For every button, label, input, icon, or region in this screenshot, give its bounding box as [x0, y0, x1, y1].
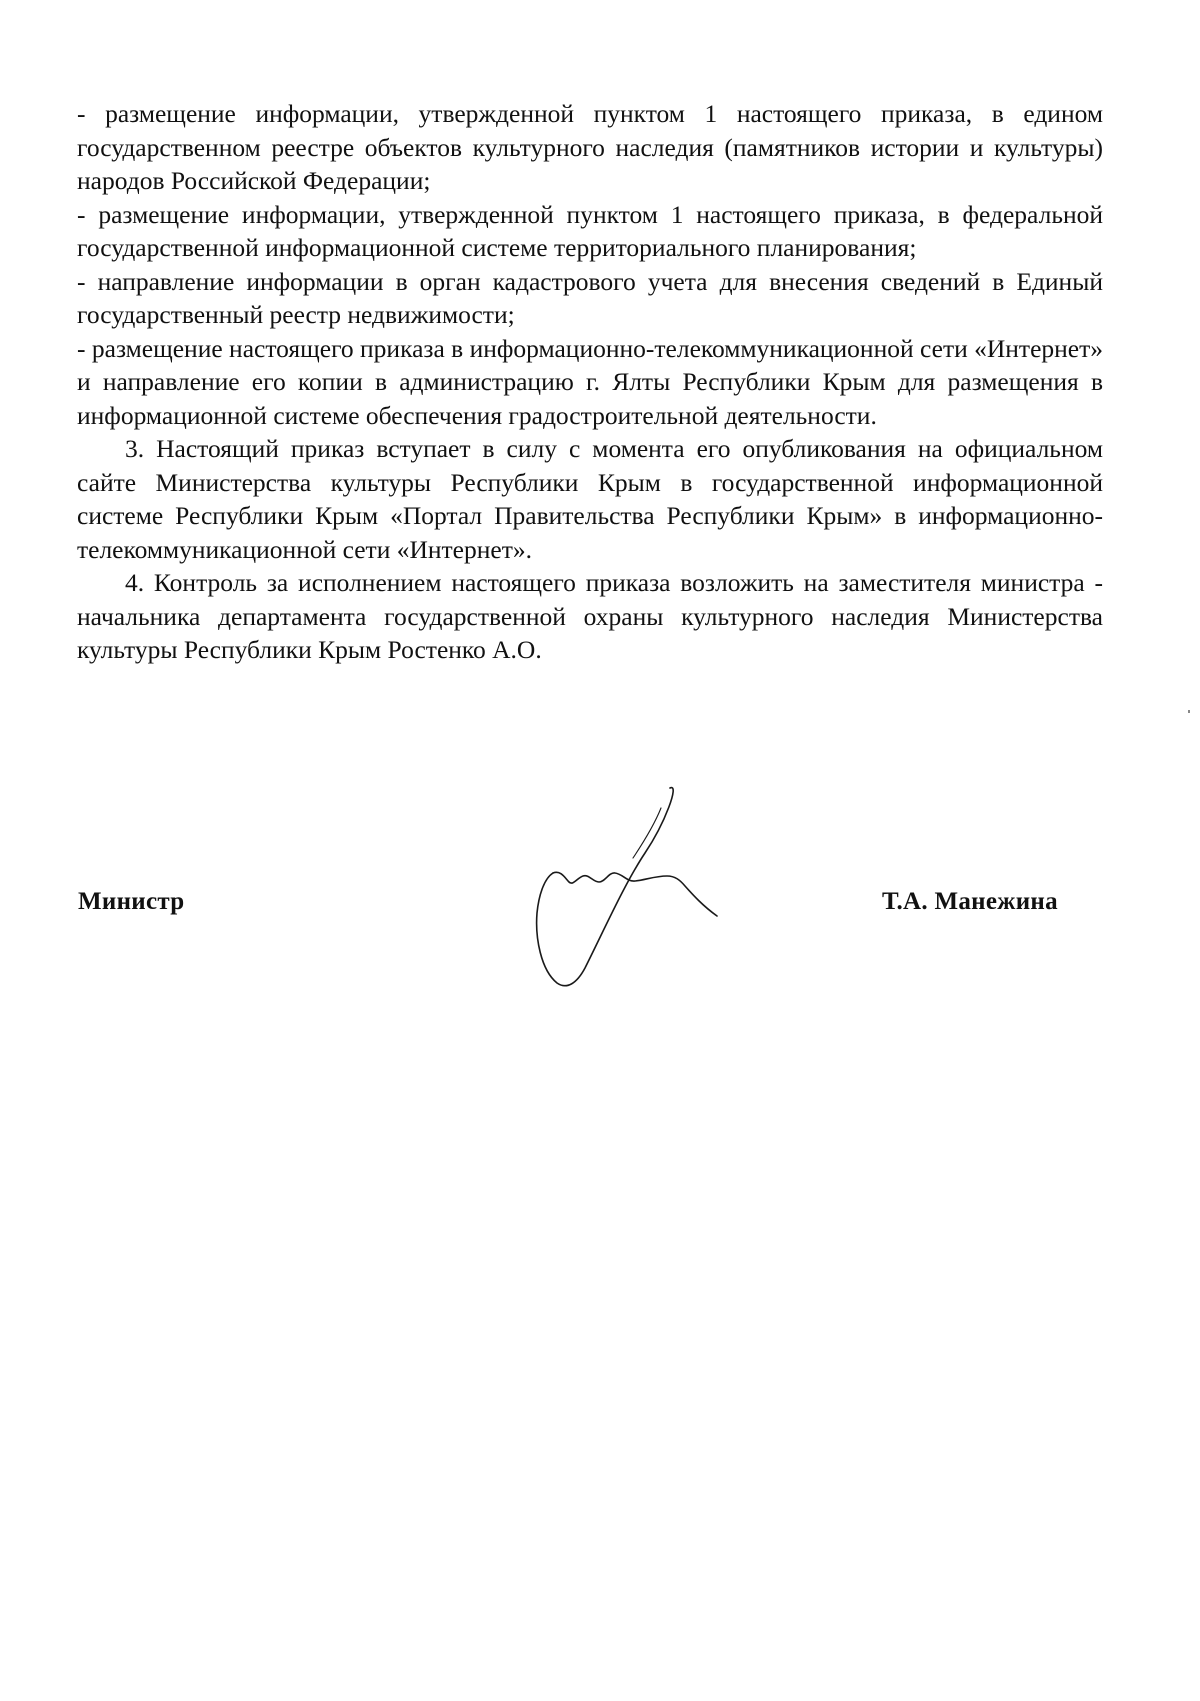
- paragraph-item-4-control: 4. Контроль за исполнением настоящего приказа возложить на заместителя министра - начальника департамента государственной охраны культурного наследия Министерства культуры Республики Крым Ростенко А.О.: [77, 568, 1103, 664]
- paragraph-item-3-effective-date: 3. Настоящий приказ вступает в силу с момента его опубликования на официальном сайте Министерства культуры Республики Крым в государственной информационной системе Республики Крым «Портал Правительства Республики Крым» в информационно-телекоммуникационной сети «Интернет».: [77, 434, 1103, 564]
- document-body: [77, 97, 1103, 667]
- paragraph-federal-system-placement: - размещение информации, утвержденной пунктом 1 настоящего приказа, в федеральной государственной информационной системе территориального планирования;: [77, 199, 1103, 262]
- paragraph-cadastral-submission: - направление информации в орган кадастрового учета для внесения сведений в Единый государственный реестр недвижимости;: [77, 266, 1103, 329]
- signatory-position: Министр: [78, 888, 185, 915]
- signatory-name: Т.А. Манежина: [882, 888, 1058, 915]
- paragraph-registry-placement: - размещение информации, утвержденной пунктом 1 настоящего приказа, в едином государственном реестре объектов культурного наследия (памятников истории и культуры) народов Российской Федерации;: [77, 99, 1103, 195]
- paragraph-internet-publication: - размещение настоящего приказа в информационно-телекоммуникационной сети «Интернет» и направление его копии в администрацию г. Ялты Республики Крым для размещения в информационной системе обеспечения градостроительной деятельности.: [77, 333, 1103, 430]
- scan-artifact: [1188, 710, 1190, 713]
- handwritten-signature: [505, 778, 725, 1008]
